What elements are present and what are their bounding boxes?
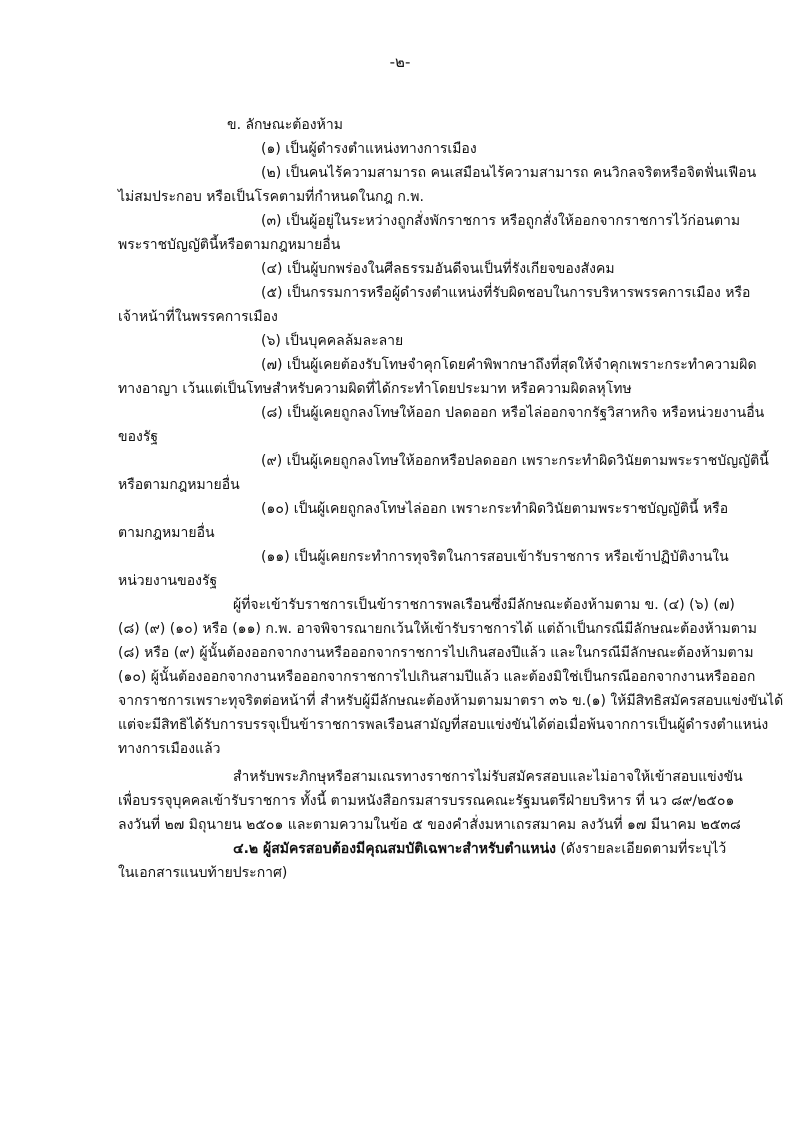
prohibition-item-2: (๒) เป็นคนไร้ความสามารถ คนเสมือนไร้ความสามารถ คนวิกลจริตหรือจิตฟั่นเฟือน <box>261 165 757 181</box>
prohibition-item-3-cont: พระราชบัญญัตินี้หรือตามกฎหมายอื่น <box>118 237 341 253</box>
monk-paragraph-line-2: เพื่อบรรจุบุคคลเข้ารับราชการ ทั้งนี้ ตามหนังสือกรมสารบรรณคณะรัฐมนตรีฝ่ายบริหาร ที่ นว ๘๙/๒๕๐๑ <box>118 793 735 809</box>
exemption-paragraph-line-2: (๘) (๙) (๑๐) หรือ (๑๑) ก.พ. อาจพิจารณายกเว้นให้เข้ารับราชการได้ แต่ถ้าเป็นกรณีมีลักษณะต้องห้ามตาม <box>118 621 757 637</box>
prohibition-item-9: (๙) เป็นผู้เคยถูกลงโทษให้ออกหรือปลดออก เพราะกระทำผิดวินัยตามพระราชบัญญัตินี้ <box>261 453 769 469</box>
section-4-2-line-2: ในเอกสารแนบท้ายประกาศ) <box>118 865 288 881</box>
prohibition-item-10-cont: ตามกฎหมายอื่น <box>118 525 215 541</box>
prohibition-item-2-cont: ไม่สมประกอบ หรือเป็นโรคตามที่กำหนดในกฎ ก.พ. <box>118 189 424 205</box>
prohibition-item-7-cont: ทางอาญา เว้นแต่เป็นโทษสำหรับความผิดที่ได้กระทำโดยประมาท หรือความผิดลหุโทษ <box>118 381 632 397</box>
prohibition-item-4: (๔) เป็นผู้บกพร่องในศีลธรรมอันดีจนเป็นที่รังเกียจของสังคม <box>261 261 615 277</box>
prohibition-item-8: (๘) เป็นผู้เคยถูกลงโทษให้ออก ปลดออก หรือไล่ออกจากรัฐวิสาหกิจ หรือหน่วยงานอื่น <box>261 405 765 421</box>
exemption-paragraph-line-1: ผู้ที่จะเข้ารับราชการเป็นข้าราชการพลเรือนซึ่งมีลักษณะต้องห้ามตาม ข. (๔) (๖) (๗) <box>233 597 735 613</box>
prohibition-item-3: (๓) เป็นผู้อยู่ในระหว่างถูกสั่งพักราชการ หรือถูกสั่งให้ออกจากราชการไว้ก่อนตาม <box>261 213 741 229</box>
prohibition-item-8-cont: ของรัฐ <box>118 429 159 445</box>
section-4-2-detail: (ดังรายละเอียดตามที่ระบุไว้ <box>555 841 727 857</box>
section-4-2-line-1 <box>118 837 727 861</box>
prohibition-item-11: (๑๑) เป็นผู้เคยกระทำการทุจริตในการสอบเข้ารับราชการ หรือเข้าปฏิบัติงานใน <box>261 549 729 565</box>
prohibition-item-9-cont: หรือตามกฎหมายอื่น <box>118 477 240 493</box>
exemption-paragraph-line-3: (๘) หรือ (๙) ผู้นั้นต้องออกจากงานหรือออกจากราชการไปเกินสองปีแล้ว และในกรณีมีลักษณะต้องห้ามตาม <box>118 645 754 661</box>
section-4-2-heading: ๔.๒ ผู้สมัครสอบต้องมีคุณสมบัติเฉพาะสำหรับตำแหน่ง <box>233 841 556 857</box>
prohibition-item-7: (๗) เป็นผู้เคยต้องรับโทษจำคุกโดยคำพิพากษาถึงที่สุดให้จำคุกเพราะกระทำความผิด <box>261 357 757 373</box>
prohibition-item-10: (๑๐) เป็นผู้เคยถูกลงโทษไล่ออก เพราะกระทำผิดวินัยตามพระราชบัญญัตินี้ หรือ <box>261 501 729 517</box>
prohibition-item-11-cont: หน่วยงานของรัฐ <box>118 573 218 589</box>
page-number: -๒- <box>389 53 411 71</box>
exemption-paragraph-line-5: จากราชการเพราะทุจริตต่อหน้าที่ สำหรับผู้มีลักษณะต้องห้ามตามมาตรา ๓๖ ข.(๑) ให้มีสิทธิสมัครสอบแข่งขันได้ <box>118 693 784 709</box>
monk-paragraph-line-3: ลงวันที่ ๒๗ มิถุนายน ๒๕๐๑ และตามความในข้อ ๕ ของคำสั่งมหาเถรสมาคม ลงวันที่ ๑๗ มีนาคม ๒๕๓๘ <box>118 817 741 833</box>
exemption-paragraph-line-6: แต่จะมีสิทธิได้รับการบรรจุเป็นข้าราชการพลเรือนสามัญที่สอบแข่งขันได้ต่อเมื่อพ้นจากการเป็นผู้ดำรงตำแหน่ง <box>118 717 769 733</box>
prohibition-item-1: (๑) เป็นผู้ดำรงตำแหน่งทางการเมือง <box>261 141 477 157</box>
prohibition-item-5-cont: เจ้าหน้าที่ในพรรคการเมือง <box>118 309 278 325</box>
prohibition-item-5: (๕) เป็นกรรมการหรือผู้ดำรงตำแหน่งที่รับผิดชอบในการบริหารพรรคการเมือง หรือ <box>261 285 751 301</box>
exemption-paragraph-line-4: (๑๐) ผู้นั้นต้องออกจากงานหรือออกจากราชการไปเกินสามปีแล้ว และต้องมิใช่เป็นกรณีออกจากงานหรือออก <box>118 669 756 685</box>
monk-paragraph-line-1: สำหรับพระภิกษุหรือสามเณรทางราชการไม่รับสมัครสอบและไม่อาจให้เข้าสอบแข่งขัน <box>233 769 743 785</box>
prohibition-item-6: (๖) เป็นบุคคลล้มละลาย <box>261 333 404 349</box>
document-body <box>118 113 784 885</box>
exemption-paragraph-line-7: ทางการเมืองแล้ว <box>118 741 221 757</box>
section-heading: ข. ลักษณะต้องห้าม <box>227 117 343 133</box>
